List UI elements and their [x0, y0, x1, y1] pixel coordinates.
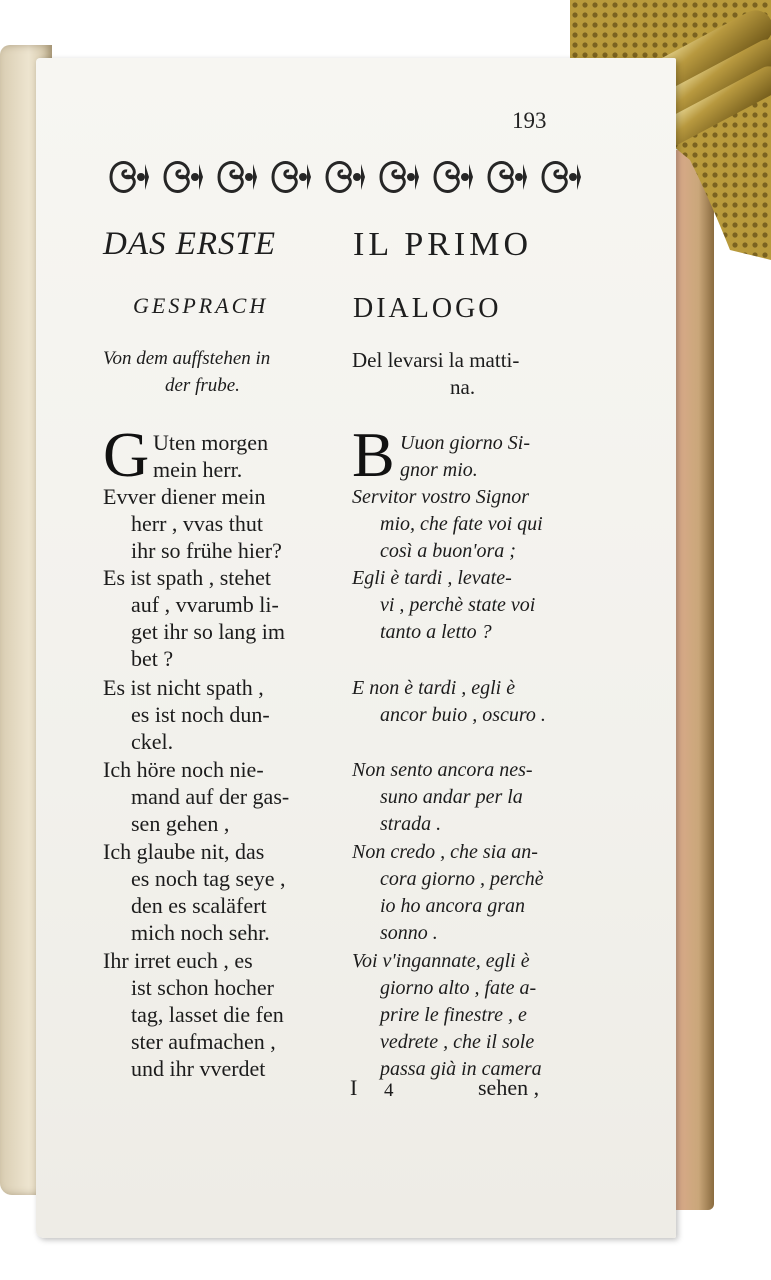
text-line: herr , vvas thut	[131, 511, 263, 536]
text-line: Non credo , che sia an-	[352, 841, 538, 863]
text-line: den es scaläfert	[131, 893, 267, 918]
text-line: Non sento ancora nes-	[352, 759, 533, 781]
text-line: strada .	[380, 813, 442, 835]
text-line: auf , vvarumb li-	[131, 592, 279, 617]
text-line: io ho ancora gran	[380, 895, 525, 917]
text-line: Egli è tardi , levate-	[352, 567, 512, 589]
text-line: Servitor vostro Signor	[352, 486, 530, 508]
text-line: ckel.	[131, 729, 174, 754]
heading-italian: IL PRIMO	[353, 226, 533, 263]
text-line: Ihr irret euch , es	[103, 948, 253, 973]
text-line: Ich glaube nit, das	[103, 839, 265, 864]
text-line: cora giorno , perchè	[380, 868, 544, 890]
text-line: ist schon hocher	[131, 975, 274, 1000]
subheading-italian: DIALOGO	[353, 293, 502, 324]
text-line: mand auf der gas-	[131, 784, 290, 809]
subheading-german: GESPRACH	[133, 293, 269, 318]
title-line: Del levarsi la matti-	[352, 348, 520, 372]
text-line: sen gehen ,	[131, 811, 230, 836]
text-line: Evver diener mein	[103, 484, 266, 509]
text-line: ihr so frühe hier?	[131, 538, 282, 563]
text-line: passa già in camera	[380, 1058, 542, 1080]
text-line: tag, lasset die fen	[131, 1002, 284, 1027]
text-line: tanto a letto ?	[380, 621, 492, 643]
text-line: und ihr vverdet	[131, 1056, 266, 1081]
text-line: es noch tag seye ,	[131, 866, 286, 891]
fleuron-ornament-icon	[103, 150, 583, 204]
text-line: mich noch sehr.	[131, 920, 270, 945]
text-line: mio, che fate voi qui	[380, 513, 543, 535]
text-line: vedrete , che il sole	[380, 1031, 535, 1053]
text-line: es ist noch dun-	[131, 702, 270, 727]
text-line: E non è tardi , egli è	[352, 677, 516, 699]
text-line: prire le finestre , e	[380, 1004, 527, 1026]
text-line: Es ist spath , stehet	[103, 565, 272, 590]
text-line: mein herr.	[153, 457, 243, 482]
signature-number: 4	[384, 1080, 394, 1101]
text-line: Uuon giorno Si-	[400, 432, 530, 454]
title-line: na.	[450, 375, 476, 399]
text-line: gnor mio.	[400, 459, 478, 481]
signature-mark: I	[350, 1075, 358, 1100]
text-line: Voi v'ingannate, egli è	[352, 950, 530, 972]
page-number: 193	[512, 108, 547, 133]
text-line: giorno alto , fate a-	[380, 977, 537, 999]
text-line: sonno .	[380, 922, 438, 944]
text-line: Ich höre noch nie-	[103, 757, 264, 782]
catchword: sehen ,	[478, 1075, 540, 1100]
title-line: der frube.	[165, 375, 240, 396]
text-line: Es ist nicht spath ,	[103, 675, 264, 700]
drop-cap: G	[103, 419, 150, 490]
text-line: bet ?	[131, 646, 174, 671]
text-line: vi , perchè state voi	[380, 594, 536, 616]
text-line: get ihr so lang im	[131, 619, 285, 644]
drop-cap: B	[352, 419, 395, 490]
heading-german: DAS ERSTE	[103, 226, 277, 262]
text-line: Uten morgen	[153, 430, 269, 455]
text-line: ancor buio , oscuro .	[380, 704, 546, 726]
text-line: suno andar per la	[380, 786, 523, 808]
text-line: ster aufmachen ,	[131, 1029, 276, 1054]
text-line: così a buon'ora ;	[380, 540, 516, 562]
title-line: Von dem auffstehen in	[103, 348, 271, 369]
